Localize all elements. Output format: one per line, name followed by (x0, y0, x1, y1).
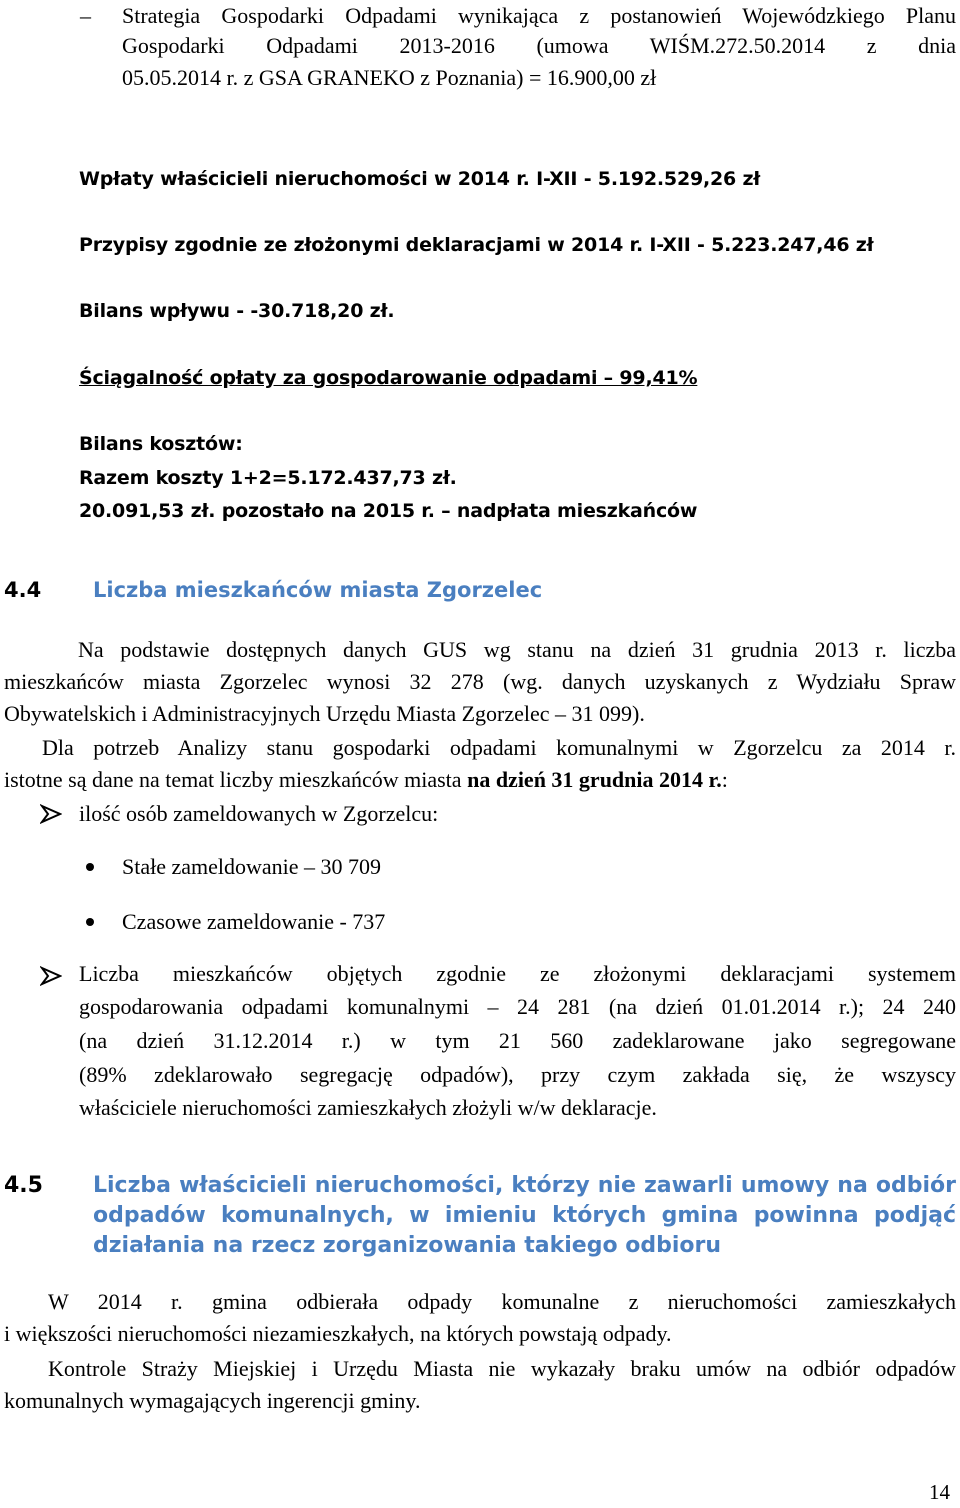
arrow-item-text: ilość osób zameldowanych w Zgorzelcu: (79, 801, 439, 826)
paragraph-line: Kontrole Straży Miejskiej i Urzędu Miasta nie wykazały braku umów na odbiór odpadów (48, 1356, 956, 1381)
bullet-dot-icon (85, 862, 95, 872)
arrow-bullet-icon (40, 966, 62, 986)
section-heading-4-4 (4, 578, 944, 602)
paragraph-text: istotne są dane na temat liczby mieszkańców miasta (4, 767, 468, 792)
date-emphasis: na dzień 31 grudnia 2014 r. (467, 767, 722, 792)
paragraph-line: komunalnych wymagających ingerencji gminy. (4, 1388, 421, 1413)
paragraph-line: i większości nieruchomości niezamieszkałych, na których powstają odpady. (4, 1321, 672, 1346)
section-title-line: działania na rzecz zorganizowania takiego odbioru (93, 1233, 722, 1258)
paragraph-line: W 2014 r. gmina odbierała odpady komunalne z nieruchomości zamieszkałych (48, 1289, 956, 1314)
paragraph-line: Dla potrzeb Analizy stanu gospodarki odpadami komunalnymi w Zgorzelcu za 2014 r. (42, 735, 956, 760)
paragraph-line: mieszkańców miasta Zgorzelec wynosi 32 278 (wg. danych uzyskanych z Wydziału Spraw (4, 669, 956, 694)
charges-line: Przypisy zgodnie ze złożonymi deklaracjami w 2014 r. I-XII - 5.223.247,46 zł (79, 234, 874, 256)
cost-balance-label: Bilans kosztów: (79, 433, 243, 455)
bullet-dot-icon (85, 917, 95, 927)
paragraph-line: Obywatelskich i Administracyjnych Urzędu Miasta Zgorzelec – 31 099). (4, 701, 645, 726)
top-item-line: 05.05.2014 r. z GSA GRANEKO z Poznania) = 16.900,00 zł (122, 65, 657, 90)
dash-bullet-icon: – (80, 3, 91, 28)
total-costs-line: Razem koszty 1+2=5.172.437,73 zł. (79, 467, 457, 489)
paragraph-text: : (721, 767, 728, 792)
bullet-text: Stałe zameldowanie – 30 709 (122, 854, 382, 879)
section-title: Liczba mieszkańców miasta Zgorzelec (93, 578, 543, 602)
top-item-line: Strategia Gospodarki Odpadami wynikająca z postanowień Wojewódzkiego Planu (122, 3, 956, 28)
top-item-line: Gospodarki Odpadami 2013-2016 (umowa WIŚM.272.50.2014 z dnia (122, 33, 956, 58)
section-title-line: odpadów komunalnych, w imieniu których gmina powinna podjąć (93, 1203, 956, 1228)
payments-line: Wpłaty właścicieli nieruchomości w 2014 r. I-XII - 5.192.529,26 zł (79, 168, 761, 190)
collectability-line: Ściągalność opłaty za gospodarowanie odpadami – 99,41% (79, 367, 698, 389)
bullet-text: Czasowe zameldowanie - 737 (122, 909, 386, 934)
section-title-line: Liczba właścicieli nieruchomości, którzy nie zawarli umowy na odbiór (93, 1173, 956, 1198)
arrow-item-line: (na dzień 31.12.2014 r.) w tym 21 560 zadeklarowane jako segregowane (79, 1028, 956, 1053)
arrow-item-line: Liczba mieszkańców objętych zgodnie ze złożonymi deklaracjami systemem (79, 961, 956, 986)
arrow-bullet-icon (40, 804, 62, 824)
section-number-4-5: 4.5 (4, 1173, 43, 1198)
arrow-item-line: właściciele nieruchomości zamieszkałych złożyli w/w deklaracje. (79, 1095, 657, 1120)
page-number: 14 (929, 1480, 950, 1504)
balance-line: Bilans wpływu - -30.718,20 zł. (79, 300, 395, 322)
remaining-line: 20.091,53 zł. pozostało na 2015 r. – nadpłata mieszkańców (79, 500, 698, 522)
arrow-item-line: gospodarowania odpadami komunalnymi – 24 281 (na dzień 01.01.2014 r.); 24 240 (79, 994, 956, 1019)
section-number: 4.4 (4, 578, 42, 602)
paragraph-line (4, 764, 728, 796)
arrow-item-line: (89% zdeklarowało segregację odpadów), przy czym zakłada się, że wszyscy (79, 1062, 956, 1087)
paragraph-line: Na podstawie dostępnych danych GUS wg stanu na dzień 31 grudnia 2013 r. liczba (78, 637, 956, 662)
